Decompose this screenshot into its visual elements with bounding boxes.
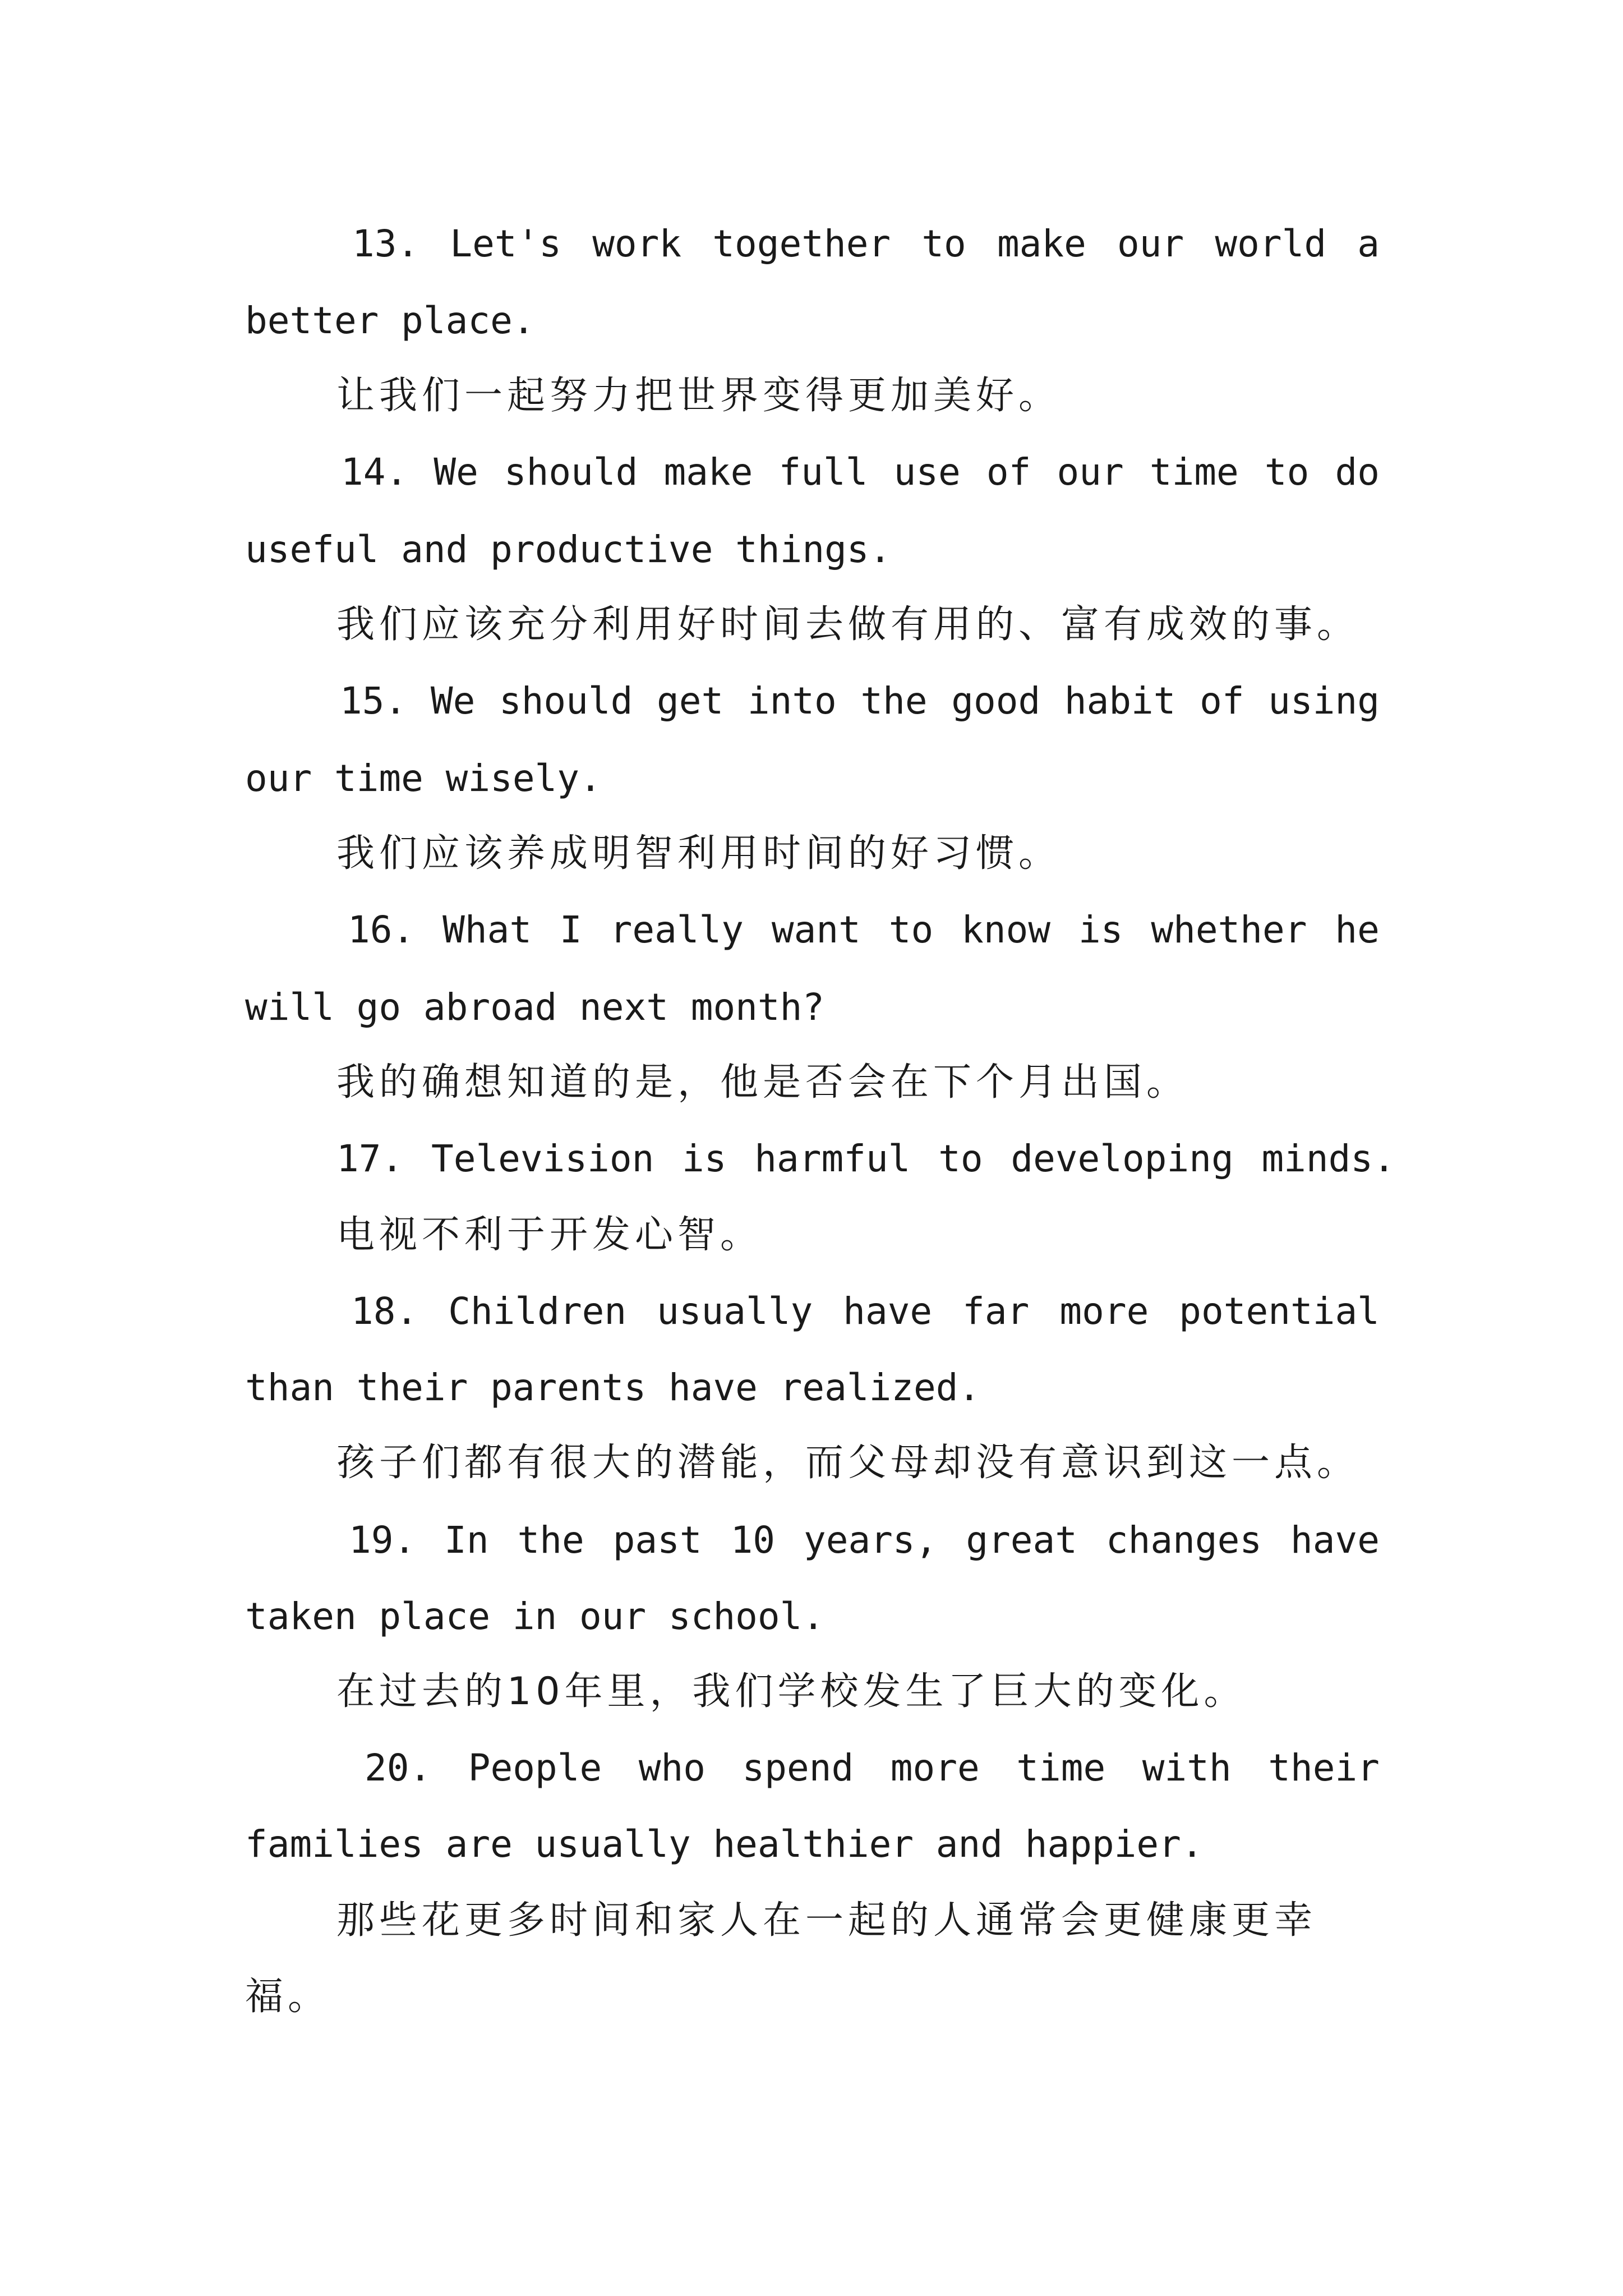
word: he xyxy=(1335,908,1380,951)
word: years, xyxy=(803,1519,938,1562)
entry-text: Television is harmful to developing minds. xyxy=(431,1137,1395,1180)
word: have xyxy=(843,1290,933,1333)
entry-15-english-line-2: our time wisely. xyxy=(245,757,602,800)
word: Children xyxy=(448,1290,627,1333)
word: time xyxy=(1016,1746,1106,1789)
entry-18-english-line-1 xyxy=(351,1283,1380,1340)
word: more xyxy=(1059,1290,1149,1333)
word: the xyxy=(517,1519,584,1562)
word: past xyxy=(612,1519,702,1562)
entry-number: 15. xyxy=(340,679,407,723)
word: their xyxy=(1268,1746,1380,1789)
word: our xyxy=(1117,222,1184,265)
word: to xyxy=(888,908,934,951)
word: to xyxy=(921,222,966,265)
entry-15-english-line-1 xyxy=(340,673,1380,729)
word: of xyxy=(986,450,1031,494)
word: time xyxy=(1149,450,1239,494)
entry-number: 17. xyxy=(336,1137,404,1180)
entry-18-english-line-2: than their parents have realized. xyxy=(245,1366,981,1409)
word: full xyxy=(778,450,868,494)
entry-19-english-line-2: taken place in our school. xyxy=(245,1595,825,1638)
entry-20-chinese-line-1: 那些花更多时间和家人在一起的人通常会更健康更幸 xyxy=(336,1898,1317,1943)
word: is xyxy=(1078,908,1123,951)
word: We xyxy=(434,450,478,494)
word: good xyxy=(951,679,1041,723)
word: use xyxy=(893,450,961,494)
entry-14-english-line-1 xyxy=(341,444,1380,500)
word: our xyxy=(1057,450,1124,494)
word: whether xyxy=(1151,908,1307,951)
entry-16-chinese: 我的确想知道的是，他是否会在下个月出国。 xyxy=(336,1060,1189,1105)
entry-number: 20. xyxy=(365,1746,432,1789)
word: of xyxy=(1200,679,1244,723)
entry-number: 16. xyxy=(348,908,415,951)
word: great xyxy=(966,1519,1077,1562)
entry-18-chinese: 孩子们都有很大的潜能，而父母却没有意识到这一点。 xyxy=(336,1441,1360,1485)
entry-15-chinese: 我们应该养成明智利用时间的好习惯。 xyxy=(336,831,1062,876)
entry-20-chinese-line-2: 福。 xyxy=(245,1975,331,2019)
entry-16-english-line-1 xyxy=(348,902,1380,958)
word: I xyxy=(559,908,582,951)
word: do xyxy=(1335,450,1380,494)
word: spend xyxy=(742,1746,854,1789)
word: potential xyxy=(1179,1290,1380,1333)
word: should xyxy=(499,679,633,723)
entry-19-english-line-1 xyxy=(349,1512,1380,1568)
word: using xyxy=(1268,679,1380,723)
word: Let's xyxy=(450,222,562,265)
word: a xyxy=(1357,222,1380,265)
entry-14-english-line-2: useful and productive things. xyxy=(245,528,892,571)
entry-13-english-line-1 xyxy=(352,216,1380,272)
word: the xyxy=(860,679,928,723)
word: work xyxy=(592,222,682,265)
word: What xyxy=(442,908,532,951)
word: usually xyxy=(657,1290,813,1333)
word: together xyxy=(712,222,891,265)
word: with xyxy=(1142,1746,1232,1789)
word: People xyxy=(468,1746,602,1789)
entry-number: 14. xyxy=(341,450,408,494)
entry-14-chinese: 我们应该充分利用好时间去做有用的、富有成效的事。 xyxy=(336,602,1360,647)
word: should xyxy=(504,450,638,494)
entry-number: 13. xyxy=(352,222,419,265)
word: really xyxy=(610,908,744,951)
entry-17-chinese: 电视不利于开发心智。 xyxy=(336,1213,763,1257)
word: world xyxy=(1215,222,1327,265)
word: changes xyxy=(1105,1519,1262,1562)
entry-13-chinese: 让我们一起努力把世界变得更加美好。 xyxy=(336,374,1062,418)
word: get xyxy=(657,679,724,723)
entry-16-english-line-2: will go abroad next month? xyxy=(245,986,825,1029)
entry-13-english-line-2: better place. xyxy=(245,299,535,342)
word: who xyxy=(638,1746,706,1789)
entry-19-chinese: 在过去的10年里，我们学校发生了巨大的变化。 xyxy=(336,1669,1247,1714)
word: know xyxy=(961,908,1051,951)
word: have xyxy=(1290,1519,1380,1562)
word: 10 xyxy=(730,1519,776,1562)
word: make xyxy=(997,222,1086,265)
entry-20-english-line-2: families are usually healthier and happier. xyxy=(245,1823,1204,1866)
word: make xyxy=(663,450,753,494)
word: habit xyxy=(1064,679,1176,723)
word: We xyxy=(430,679,476,723)
word: more xyxy=(890,1746,980,1789)
word: into xyxy=(747,679,837,723)
entry-number: 18. xyxy=(351,1290,418,1333)
word: In xyxy=(444,1519,489,1562)
entry-17-english-line-1 xyxy=(336,1131,1395,1187)
entry-number: 19. xyxy=(349,1519,416,1562)
word: far xyxy=(962,1290,1030,1333)
word: to xyxy=(1264,450,1310,494)
entry-20-english-line-1 xyxy=(365,1740,1380,1796)
word: want xyxy=(771,908,861,951)
